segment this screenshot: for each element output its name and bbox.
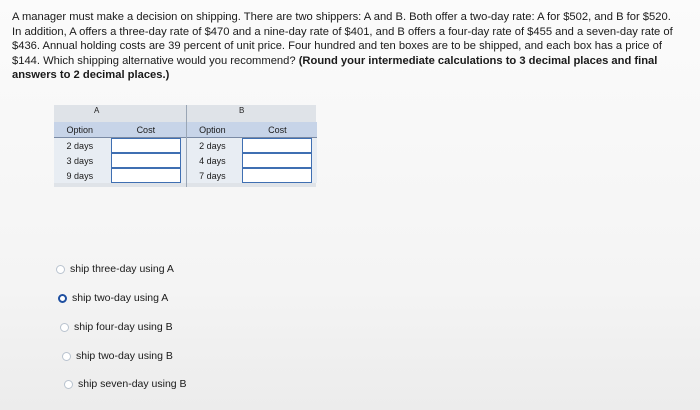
column-letter-b: B <box>239 106 245 115</box>
option-cell: 9 days <box>54 168 106 183</box>
cost-cell <box>238 168 317 183</box>
column-letters <box>54 105 186 121</box>
radio-button[interactable] <box>64 380 73 389</box>
choice-ship-two-day-b[interactable] <box>62 350 173 362</box>
header-cost: Cost <box>106 122 186 138</box>
cost-cell <box>238 153 317 168</box>
option-cell: 2 days <box>187 138 238 154</box>
option-cell: 4 days <box>187 153 238 168</box>
cost-cell <box>238 138 317 154</box>
column-letter-a: A <box>94 106 100 115</box>
choice-label: ship two-day using B <box>76 350 173 362</box>
choice-label: ship two-day using A <box>72 292 169 304</box>
radio-button[interactable] <box>56 265 65 274</box>
cost-cell <box>106 168 186 183</box>
shipper-b-grid <box>187 122 317 183</box>
choice-label: ship seven-day using B <box>78 378 187 390</box>
cost-cell <box>106 153 186 168</box>
header-option: Option <box>54 122 106 138</box>
option-cell: 7 days <box>187 168 238 183</box>
question-line-4-text: $144. Which shipping alternative would you recommend? <box>12 54 299 67</box>
question-text <box>12 10 688 83</box>
choice-ship-two-day-a[interactable] <box>58 292 168 304</box>
question-line-4 <box>12 54 688 69</box>
question-line-5 <box>12 68 688 83</box>
radio-button-selected[interactable] <box>58 294 67 303</box>
cost-cell <box>106 138 186 154</box>
rounding-instruction: (Round your intermediate calculations to 3 decimal places and final <box>298 54 658 67</box>
shipper-a-grid <box>54 122 186 183</box>
radio-button[interactable] <box>60 323 69 332</box>
cost-input-a-2-days[interactable] <box>111 138 181 153</box>
question-line-2: In addition, A offers a three-day rate of $470 and a nine-day rate of $401, and B offers a four-day rate of $455 and a seven-day rate of <box>12 25 673 38</box>
shipper-a-table <box>54 105 186 187</box>
radio-button[interactable] <box>62 352 71 361</box>
header-option: Option <box>187 122 238 138</box>
option-cell: 3 days <box>54 153 106 168</box>
option-cell: 2 days <box>54 138 106 154</box>
choice-label: ship four-day using B <box>74 321 173 333</box>
header-cost: Cost <box>238 122 317 138</box>
cost-input-b-2-days[interactable] <box>242 138 312 153</box>
choice-label: ship three-day using A <box>70 263 174 275</box>
cost-input-a-3-days[interactable] <box>111 153 181 168</box>
shipper-b-block <box>186 105 316 187</box>
cost-input-a-9-days[interactable] <box>111 168 181 183</box>
cost-input-b-4-days[interactable] <box>242 153 312 168</box>
rounding-instruction-cont: answers to 2 decimal places.) <box>12 69 170 81</box>
column-letters-b <box>187 105 449 121</box>
cost-input-b-7-days[interactable] <box>242 168 312 183</box>
question-line-3: $436. Annual holding costs are 39 percent of unit price. Four hundred and ten boxes are to be shipped, and each box has a price of <box>12 40 662 52</box>
question-line-1: A manager must make a decision on shipping. There are two shippers: A and B. Both offer a two-day rate: A for $502, and B for $520. <box>12 11 671 23</box>
choice-ship-seven-day-b[interactable] <box>64 378 187 390</box>
choice-ship-three-day-a[interactable] <box>56 263 174 275</box>
choice-ship-four-day-b[interactable] <box>60 321 173 333</box>
